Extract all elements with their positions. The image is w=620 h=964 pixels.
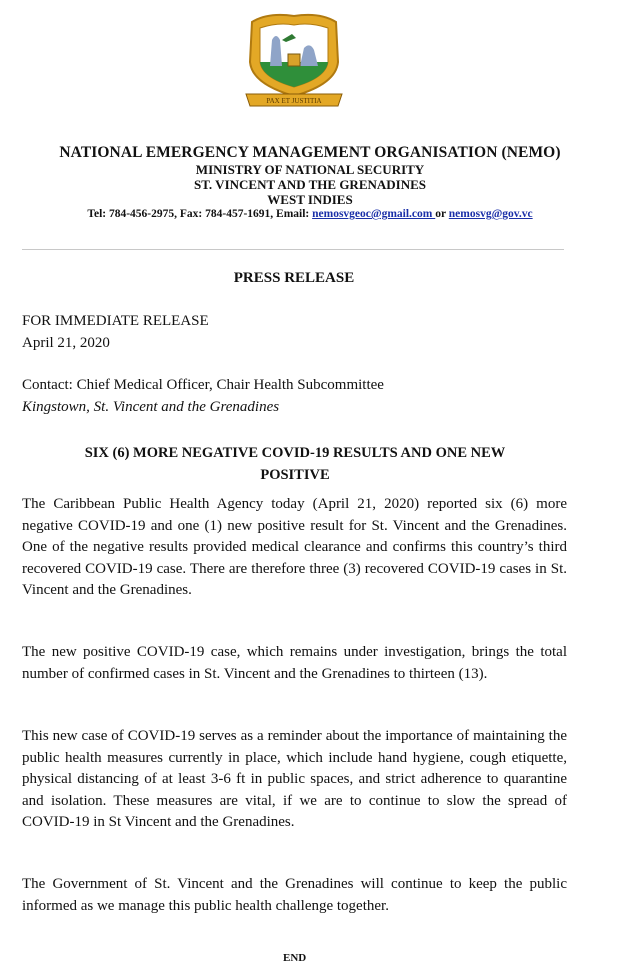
coat-of-arms-crest	[238, 10, 350, 110]
region-name: WEST INDIES	[267, 192, 353, 207]
paragraph-2: The new positive COVID-19 case, which remains under investigation, brings the total number of confirmed cases in St. Vincent and the Grenadines to thirteen (13).	[22, 644, 567, 682]
phone-fax-label: Tel: 784-456-2975, Fax: 784-457-1691, Email:	[87, 208, 313, 220]
contact-details	[0, 208, 620, 220]
end-marker: END	[283, 952, 307, 964]
crest-altar	[288, 54, 300, 66]
paragraph-3: This new case of COVID-19 serves as a reminder about the importance of maintaining the public health measures currently in place, which include hand hygiene, cough etiquette, physical distancing of at least 3-6 ft in public spaces, and strict adherence to quarantine and isolation. These measures are vital, if we are to continue to slow the spread of COVID-19 in St Vincent and the Grenadines.	[22, 728, 567, 830]
headline-line-1: SIX (6) MORE NEGATIVE COVID-19 RESULTS AND ONE NEW	[84, 445, 506, 461]
press-release-heading: PRESS RELEASE	[233, 270, 355, 286]
email-link-secondary[interactable]: nemosvg@gov.vc	[448, 208, 533, 220]
paragraph-4: The Government of St. Vincent and the Grenadines will continue to keep the public informed as we manage this public health challenge together.	[22, 876, 567, 914]
release-date: April 21, 2020	[22, 335, 110, 351]
ministry-name: MINISTRY OF NATIONAL SECURITY	[195, 162, 425, 177]
organisation-name: NATIONAL EMERGENCY MANAGEMENT ORGANISATION (NEMO)	[59, 144, 561, 161]
or-text: or	[435, 208, 449, 220]
header-divider	[22, 249, 564, 250]
location-line: Kingstown, St. Vincent and the Grenadines	[22, 399, 280, 415]
headline-line-2: POSITIVE	[260, 467, 330, 483]
email-link-primary[interactable]: nemosvgeoc@gmail.com	[312, 208, 436, 220]
contact-line: Contact: Chief Medical Officer, Chair Health Subcommittee	[22, 377, 384, 393]
country-name: ST. VINCENT AND THE GRENADINES	[193, 177, 427, 192]
crest-motto: PAX ET JUSTITIA	[266, 97, 322, 105]
release-label: FOR IMMEDIATE RELEASE	[22, 313, 209, 329]
paragraph-1: The Caribbean Public Health Agency today (April 21, 2020) reported six (6) more negative COVID-19 and one (1) new positive result for St. Vincent and the Grenadines. One of the negative results provided medical clearance and confirms this country’s third recovered COVID-19 case. There are therefore three (3) recovered COVID-19 cases in St. Vincent and the Grenadines.	[22, 496, 567, 598]
headline	[40, 442, 550, 486]
